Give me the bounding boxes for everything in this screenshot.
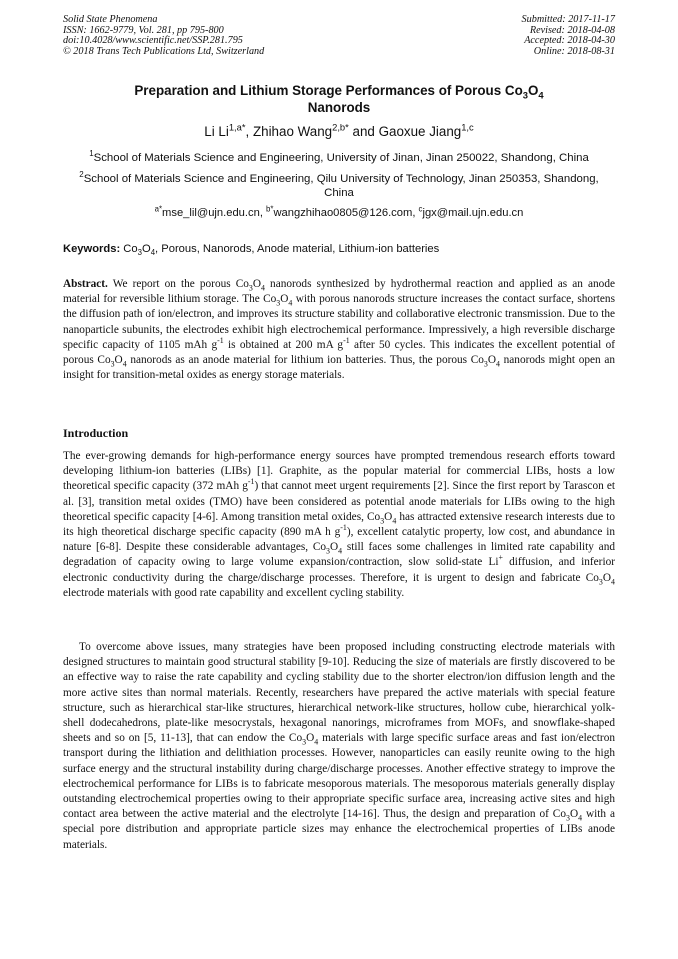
journal-name: Solid State Phenomena [63,14,158,25]
abstract-label: Abstract. [63,278,108,290]
dates-info [522,15,615,57]
copyright-line: © 2018 Trans Tech Publications Ltd, Switzerland [63,45,265,57]
submitted-date: Submitted: 2017-11-17 [521,14,615,25]
keywords: Keywords: $Co_3O_4$, Porous, Nanorods, Anode material, Lithium-ion batteries [63,243,440,258]
journal-info [63,15,264,57]
abstract: Abstract. We report on the porous $Co_3O_4$ nanorods synthesized by hydrothermal reaction and applied as an anode material for reversible lithium storage. The $Co_3O_4$ with porous nanorods structure increases the contact surface, shortens the diffusion path of ion/electron, and improves its structure stability and collaborative electronic transmission. Due to the nanoparticle subunits, the electrodes exhibit high electrochemical performance. Impressively, a high reversible discharge specific capacity of 1105 mAh $g^{-1}$ is obtained at 200 mA $g^{-1}$ after 50 cycles. This indicates the excellent potential of porous $Co_3O_4$ nanorods as an anode material for lithium ion batteries. Thus, the porous $Co_3O_4$ nanorods might open an insight for transition-metal oxides as energy storage materials. [63,278,615,382]
email-link[interactable]: wangzhihao0805@126.com, [273,207,419,219]
accepted-date: Accepted: 2018-04-30 [524,35,615,47]
affiliation-1: $^1$School of Materials Science and Engineering, University of Jinan, Jinan 250022, Shandong, China [89,149,589,164]
section-heading-introduction: Introduction [63,426,129,440]
revised-date: Revised: 2018-04-08 [529,24,615,36]
paper-title: Preparation and Lithium Storage Performances of Porous $Co_3O_4$ Nanorods [134,83,544,115]
doi-line: doi:10.4028/www.scientific.net/SSP.281.795 [63,35,243,47]
intro-paragraph-1: The ever-growing demands for high-performance energy sources have prompted tremendous research efforts toward developing lithium-ion batteries (LIBs) [1]. Graphite, as the popular material for commercial LIBs, hosts a low theoretical specific capacity (372 mAh $g^{-1}$) that cannot meet urgent requirements [2]. Since the first report by Tarascon et al. [3], transition metal oxides (TMO) have been considered as potential anode materials for LIBs owing to the high theoretical specific capacity [4-6]. Among transition metal oxides, $Co_3O_4$ has attracted extensive research interests due to its high theoretical discharge specific capacity (890 mA h $g^{-1}$), excellent catalytic property, low cost, and abundance in nature [6-8]. Despite these considerable advantages, $Co_3O_4$ still faces some challenges in limited rate capability and degradation of capacity owing to large volume expansion/contraction, slow solid-state Li+ diffusion, and inferior electronic conductivity during the charge/discharge processes. Therefore, it is urgent to design and fabricate $Co_3O_4$ electrode materials with good rate capability and excellent cycling stability. [63,450,615,599]
author-name: and Gaoxue Jiang [348,124,462,139]
email-link[interactable]: jgx@mail.ujn.edu.cn [422,207,524,219]
author-name: Li Li [204,124,229,139]
issn-line: ISSN: 1662-9779, Vol. 281, pp 795-800 [63,24,224,36]
author-list: Li $Li^{1,a*}$, Zhihao Wang$^{2,b*}$ and Gaoxue Jiang$^{1,c}$ [204,122,474,139]
intro-paragraph-2: To overcome above issues, many strategies have been proposed including constructing electrode materials with designed structures to maintain good structural stability [9-10]. Reducing the size of materials are firstly discovered to be an effective way to raise the rate capability and cycling stability due to the shorter electron/ion diffusion length and the more active sites than normal materials. Recently, researchers have prepared the active materials with special feature structure, such as hierarchical star-like structures, hierarchical network-like structures, hollow cube, hierarchical yolk-shell dodecahedrons, plate-like mesocrystals, hexagonal nanorings, microframes from MOFs, and snowflake-shaped sheets and so on [5, 11-13], that can endow the $Co_3O_4$ materials with large specific surface areas and fast ion/electron transport during the lithiation and delithiation processes. However, nanoparticles can easily reunite owing to the high surface energy and the structural instability during charge/discharge processes. Another effective strategy to improve the electrochemical performance for LIBs is to fabricate mesoporous materials. The mesoporous materials generally display outstanding electrochemical properties owing to their appropriate specific surface area, increasing active sites and high contact area between the active material and the electrolyte [14-16]. Thus, the design and preparation of $Co_3O_4$ with a special pore distribution and appropriate particle sizes may enhance the electrochemical properties of LIBs anode materials. [63,641,616,851]
online-date: Online: 2018-08-31 [533,45,615,57]
author-name: , Zhihao Wang [245,124,333,139]
email-link[interactable]: mse_lil@ujn.edu.cn, [162,207,267,219]
author-emails: $^{a*}$mse_lil@ujn.edu.cn, $^{b*}$wangzhihao0805@126.com, $^c$jgx@mail.ujn.edu.cn [154,204,524,219]
keywords-label: Keywords: [63,243,121,255]
affiliation-2: $^2$School of Materials Science and Engineering, Qilu University of Technology, Jinan 250353, Shandong, China [79,170,599,199]
